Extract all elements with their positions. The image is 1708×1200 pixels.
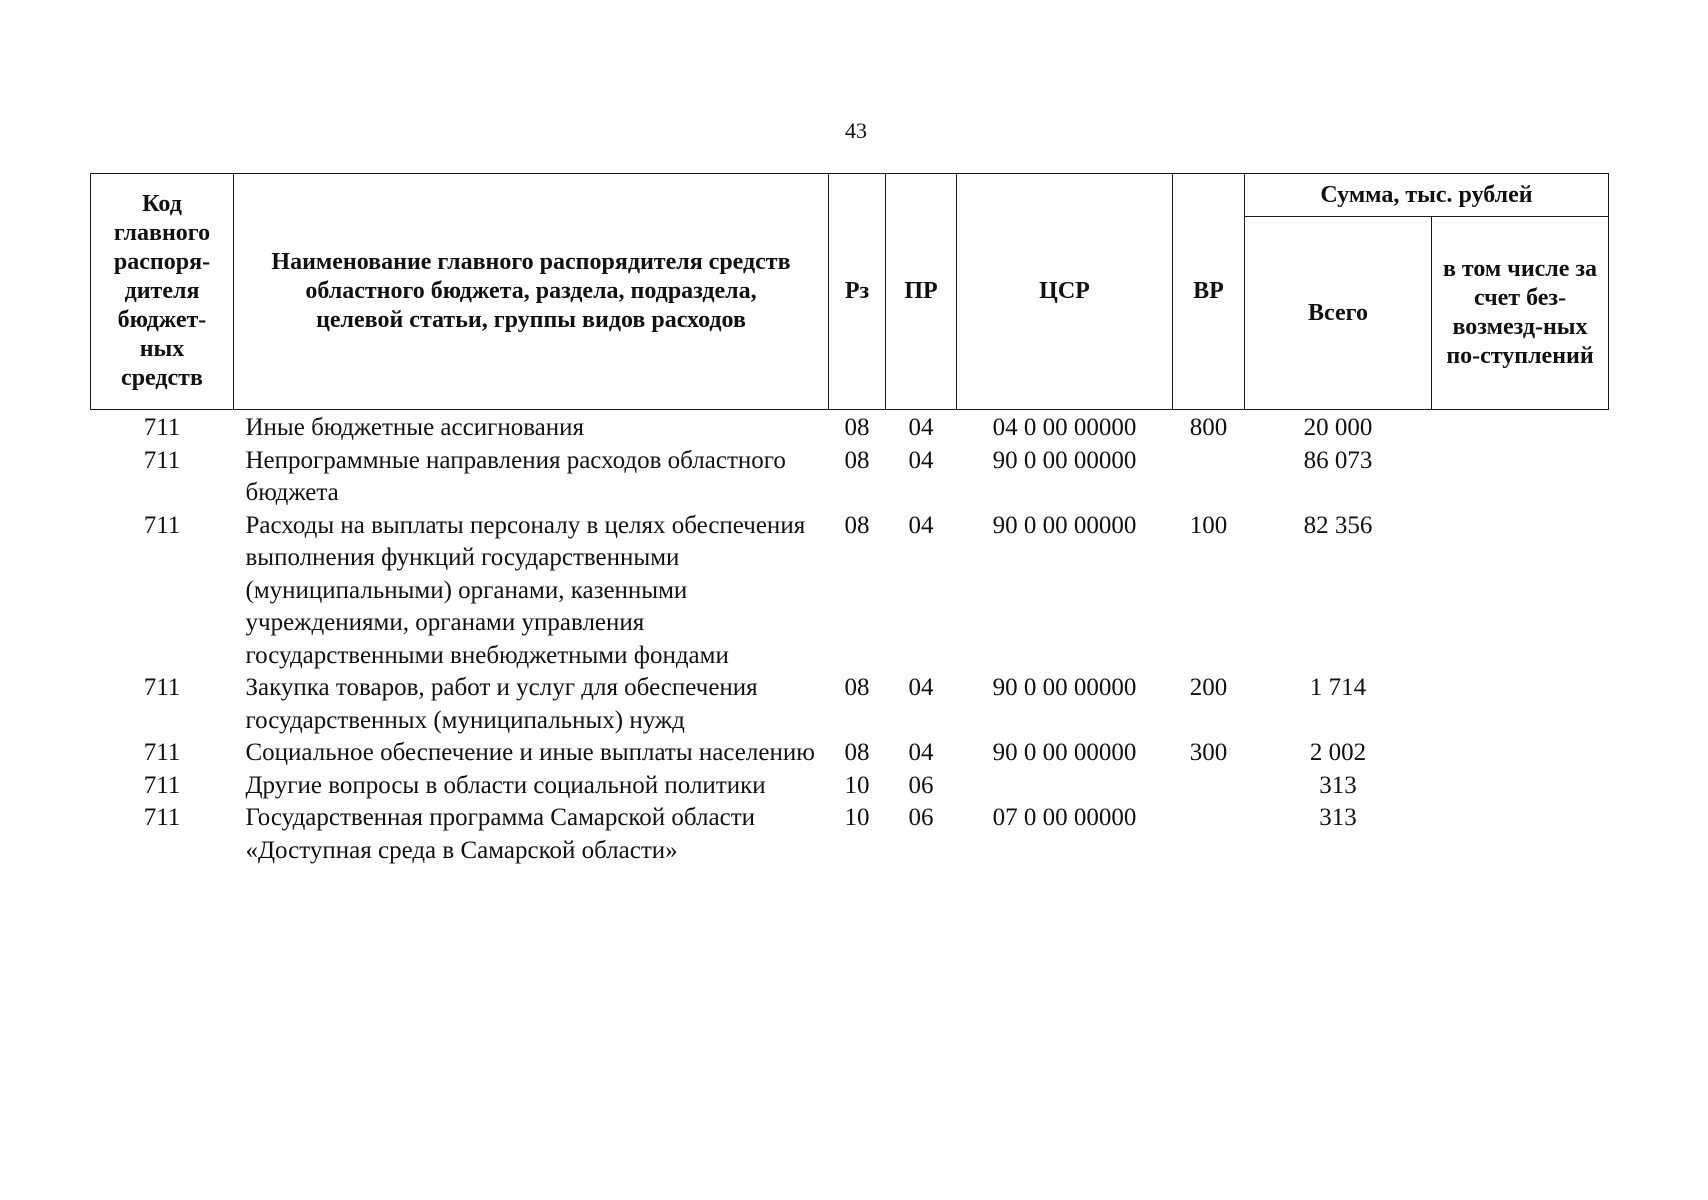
cell-total: 2 002 xyxy=(1309,739,1367,766)
cell-csr: 90 0 00 00000 xyxy=(992,511,1137,539)
cell-rz: 08 xyxy=(844,739,870,766)
cell-vr: 100 xyxy=(1189,511,1228,539)
cell-name: Иные бюджетные ассигнования xyxy=(245,414,585,441)
cell-code: 711 xyxy=(143,446,181,474)
cell-incl xyxy=(1432,410,1609,445)
cell-rz: 08 xyxy=(844,414,870,441)
cell-vr: 200 xyxy=(1189,674,1228,701)
cell-incl xyxy=(1432,672,1609,737)
cell-vr: 800 xyxy=(1189,414,1228,441)
header-pr: ПР xyxy=(886,174,957,410)
cell-incl xyxy=(1432,737,1609,770)
table-row xyxy=(91,737,1609,770)
cell-incl xyxy=(1432,445,1609,510)
cell-csr: 04 0 00 00000 xyxy=(992,414,1137,441)
header-sum: Сумма, тыс. рублей xyxy=(1245,174,1609,217)
cell-incl xyxy=(1432,510,1609,673)
table-row xyxy=(91,672,1609,737)
cell-csr: 07 0 00 00000 xyxy=(992,804,1137,831)
table-row xyxy=(91,410,1609,445)
cell-name: Социальное обеспечение и иные выплаты населению xyxy=(245,739,815,766)
table-row xyxy=(91,445,1609,510)
cell-name: Непрограммные направления расходов областного бюджета xyxy=(245,446,786,506)
cell-total: 313 xyxy=(1319,804,1357,831)
cell-pr: 06 xyxy=(908,771,934,799)
cell-vr xyxy=(1173,802,1245,867)
table-header xyxy=(91,174,1609,410)
cell-total: 82 356 xyxy=(1303,511,1373,539)
cell-total: 86 073 xyxy=(1303,446,1373,474)
header-vr: ВР xyxy=(1173,174,1245,410)
header-rz: Рз xyxy=(829,174,886,410)
cell-code: 711 xyxy=(143,771,181,799)
cell-name: Расходы на выплаты персоналу в целях обеспечения выполнения функций государственными (муниципальными) органами, казенными учреждениями, органами управления государственными внебюджетными фондами xyxy=(245,511,806,669)
cell-incl xyxy=(1432,802,1609,867)
cell-total: 1 714 xyxy=(1309,674,1367,701)
cell-total: 20 000 xyxy=(1303,414,1373,441)
header-incl: в том числе за счет без-возмезд-ных по-ступлений xyxy=(1432,217,1609,410)
cell-rz: 10 xyxy=(844,804,870,831)
cell-pr: 04 xyxy=(908,446,934,474)
cell-pr: 04 xyxy=(908,739,934,766)
table-row xyxy=(91,770,1609,803)
cell-name: Другие вопросы в области социальной политики xyxy=(245,771,766,799)
cell-incl xyxy=(1432,770,1609,803)
cell-rz: 10 xyxy=(844,771,870,799)
cell-pr: 06 xyxy=(908,804,934,831)
table-body xyxy=(91,410,1609,868)
cell-pr: 04 xyxy=(908,414,934,441)
header-total: Всего xyxy=(1245,217,1432,410)
cell-vr: 300 xyxy=(1189,739,1228,766)
table-row xyxy=(91,802,1609,867)
cell-csr: 90 0 00 00000 xyxy=(992,446,1137,474)
cell-total: 313 xyxy=(1319,771,1357,799)
cell-code: 711 xyxy=(143,674,181,701)
cell-csr xyxy=(957,770,1173,803)
cell-csr: 90 0 00 00000 xyxy=(992,739,1137,766)
cell-rz: 08 xyxy=(844,674,870,701)
cell-rz: 08 xyxy=(844,511,870,539)
cell-code: 711 xyxy=(143,414,181,441)
cell-vr xyxy=(1173,445,1245,510)
cell-name: Государственная программа Самарской области «Доступная среда в Самарской области» xyxy=(245,804,755,864)
header-name: Наименование главного распорядителя средств областного бюджета, раздела, подраздела, целевой статьи, группы видов расходов xyxy=(234,174,829,410)
cell-rz: 08 xyxy=(844,446,870,474)
cell-csr: 90 0 00 00000 xyxy=(992,674,1137,701)
table-row xyxy=(91,510,1609,673)
cell-code: 711 xyxy=(143,804,181,831)
cell-code: 711 xyxy=(143,511,181,539)
cell-vr xyxy=(1173,770,1245,803)
cell-pr: 04 xyxy=(908,511,934,539)
header-code: Код главного распоря-дителя бюджет-ных средств xyxy=(91,174,234,410)
budget-table xyxy=(90,173,1609,867)
cell-code: 711 xyxy=(143,739,181,766)
cell-pr: 04 xyxy=(908,674,934,701)
cell-name: Закупка товаров, работ и услуг для обеспечения государственных (муниципальных) нужд xyxy=(245,674,758,734)
header-csr: ЦСР xyxy=(957,174,1173,410)
page-number: 43 xyxy=(845,118,867,143)
